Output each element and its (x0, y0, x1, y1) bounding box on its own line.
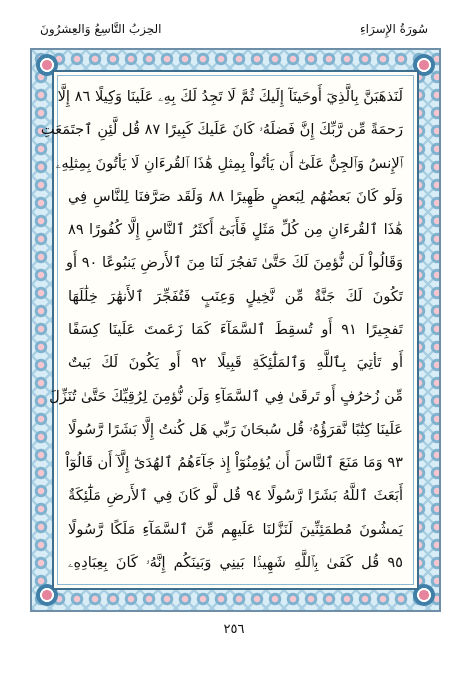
verse-line-12: ٩٣ وَمَا مَنَعَ ٱلنَّاسَ أَن يُؤمِنُوٓاْ إِذ جَآءَهُمُ ٱلهُدَىٰٓ إِلَّآ أَن قَالُوٓاْ (65, 454, 403, 472)
verse-line-7: تَكُونَ لَكَ جَنَّةٌ مِّن نَّخِيلٍ وَعِنَبٍ فَتُفَجِّرَ ٱلأَنهَٰرَ خِلَٰلَهَا (68, 287, 403, 305)
verse-line-14: يَمشُونَ مُطمَئِنِّينَ لَنَزَّلنَا عَلَيهِم مِّنَ ٱلسَّمَآءِ مَلَكًا رَّسُولًا (68, 520, 403, 538)
verse-line-15: ٩٥ قُل كَفَىٰ بِٱللَّهِ شَهِيدَۢا بَينِي وَبَينَكُم إِنَّهُۥ كَانَ بِعِبَادِهِۦ (68, 553, 403, 571)
verse-line-11: عَلَينَا كِتَٰبًا نَّقرَؤُهُۥ قُل سُبحَانَ رَبِّي هَل كُنتُ إِلَّا بَشَرًا رَّسُولًا (68, 420, 403, 438)
surah-name: سُورَةُ الإِسرَاءِ (360, 22, 428, 36)
verse-line-6: وَقَالُواْ لَن نُّؤمِنَ لَكَ حَتَّىٰ تَفجُرَ لَنَا مِنَ ٱلأَرضِ يَنبُوعًا ٩٠ أَو (65, 254, 403, 272)
verse-line-5: هَٰذَا ٱلقُرءَانِ مِن كُلِّ مَثَلٍ فَأَبَىٰٓ أَكثَرُ ٱلنَّاسِ إِلَّا كُفُورًا ٨٩ (68, 221, 403, 239)
verse-line-13: أَبَعَثَ ٱللَّهُ بَشَرًا رَّسُولًا ٩٤ قُل لَّو كَانَ فِي ٱلأَرضِ مَلَٰٓئِكَةٌ (68, 487, 403, 505)
verse-line-1: لَنَذهَبَنَّ بِالَّذِيٓ أَوحَينَآ إِلَيكَ ثُمَّ لَا تَجِدُ لَكَ بِهِۦ عَلَينَا وَكِيلًا ٨٦ إِلَّا (57, 88, 403, 105)
ornamental-border (30, 48, 441, 612)
page-header (40, 18, 428, 40)
text-panel (40, 70, 419, 590)
verse-line-10: مِّن زُخرُفٍ أَو تَرقَىٰ فِي ٱلسَّمَآءِ وَلَن نُّؤمِنَ لِرُقِيِّكَ حَتَّىٰ تُنَزِّلَ (49, 387, 403, 405)
hizb-name: الحِزبُ التَّاسِعُ وَالعِشرُونَ (40, 22, 162, 36)
verse-line-2: رَحمَةً مِّن رَّبِّكَ إِنَّ فَضلَهُۥ كَانَ عَلَيكَ كَبِيرًا ٨٧ قُل لَّئِنِ ٱجتَمَعَتِ (40, 121, 403, 139)
page-number: ٢٥٦ (223, 622, 245, 637)
verse-text-block (40, 82, 404, 578)
verse-line-8: تَفجِيرًا ٩١ أَو تُسقِطَ ٱلسَّمَآءَ كَمَا زَعَمتَ عَلَينَا كِسَفًا (68, 320, 403, 338)
verse-line-3: ٱلإِنسُ وَٱلجِنُّ عَلَىٰٓ أَن يَأتُواْ بِمِثلِ هَٰذَا ٱلقُرءَانِ لَا يَأتُونَ بِمِثلِهِۦ (55, 154, 403, 172)
verse-line-9: أَو تَأتِيَ بِٱللَّهِ وَٱلمَلَٰٓئِكَةِ قَبِيلًا ٩٢ أَو يَكُونَ لَكَ بَيتٌ (68, 354, 404, 372)
verse-line-4: وَلَو كَانَ بَعضُهُم لِبَعضٍ ظَهِيرًا ٨٨ وَلَقَد صَرَّفنَا لِلنَّاسِ فِي (68, 187, 403, 205)
